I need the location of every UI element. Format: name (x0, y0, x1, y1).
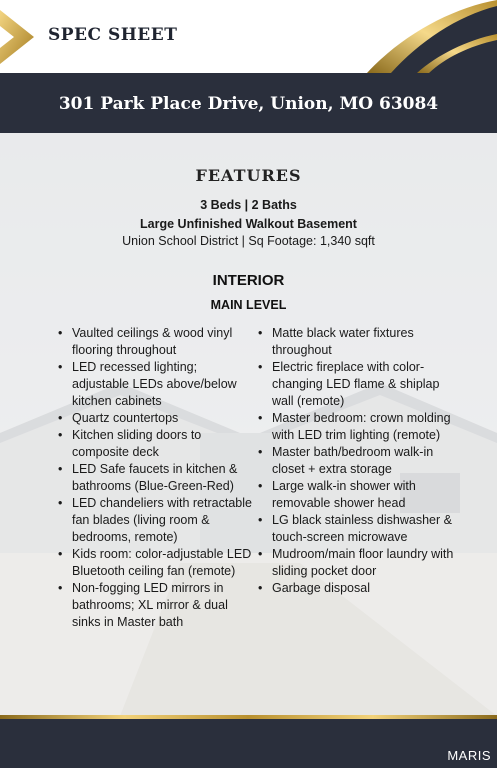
list-item: • Kitchen sliding doors to composite deck (72, 427, 257, 461)
maris-watermark: MARIS (447, 748, 491, 763)
district-sqft: Union School District | Sq Footage: 1,340 sqft (122, 234, 375, 248)
features-heading: FEATURES (195, 166, 302, 185)
gold-chevron-logo (0, 10, 34, 64)
gold-swoosh-decoration (357, 0, 497, 73)
basement-feature: Large Unfinished Walkout Basement (140, 217, 357, 231)
list-item: • Matte black water fixtures throughout (272, 325, 454, 359)
list-item: • LED Safe faucets in kitchen & bathrooms (Blue-Green-Red) (72, 461, 257, 495)
list-item: • Electric fireplace with color-changing LED flame & shiplap wall (remote) (272, 359, 454, 410)
beds-baths: 3 Beds | 2 Baths (200, 198, 297, 212)
list-item: • Master bedroom: crown molding with LED trim lighting (remote) (272, 410, 454, 444)
left-feature-list (58, 325, 257, 631)
list-item: • Kids room: color-adjustable LED Bluetooth ceiling fan (remote) (72, 546, 257, 580)
right-feature-list (258, 325, 454, 597)
list-item: • LED chandeliers with retractable fan blades (living room & bedrooms, remote) (72, 495, 257, 546)
main-level-heading: MAIN LEVEL (210, 298, 287, 312)
list-item: • Non-fogging LED mirrors in bathrooms; XL mirror & dual sinks in Master bath (72, 580, 257, 631)
list-item: • Vaulted ceilings & wood vinyl flooring throughout (72, 325, 257, 359)
list-item: • Mudroom/main floor laundry with sliding pocket door (272, 546, 454, 580)
list-item: • Master bath/bedroom walk-in closet + extra storage (272, 444, 454, 478)
spec-sheet-title: SPEC SHEET (48, 25, 178, 45)
interior-heading: INTERIOR (212, 272, 285, 289)
list-item: • LG black stainless dishwasher & touch-screen microwave (272, 512, 454, 546)
property-address: 301 Park Place Drive, Union, MO 63084 (58, 94, 439, 114)
list-item: • Quartz countertops (72, 410, 257, 427)
list-item: • LED recessed lighting; adjustable LEDs above/below kitchen cabinets (72, 359, 257, 410)
header-bar (0, 0, 497, 73)
list-item: • Garbage disposal (272, 580, 454, 597)
list-item: • Large walk-in shower with removable shower head (272, 478, 454, 512)
footer-bar (0, 719, 497, 768)
